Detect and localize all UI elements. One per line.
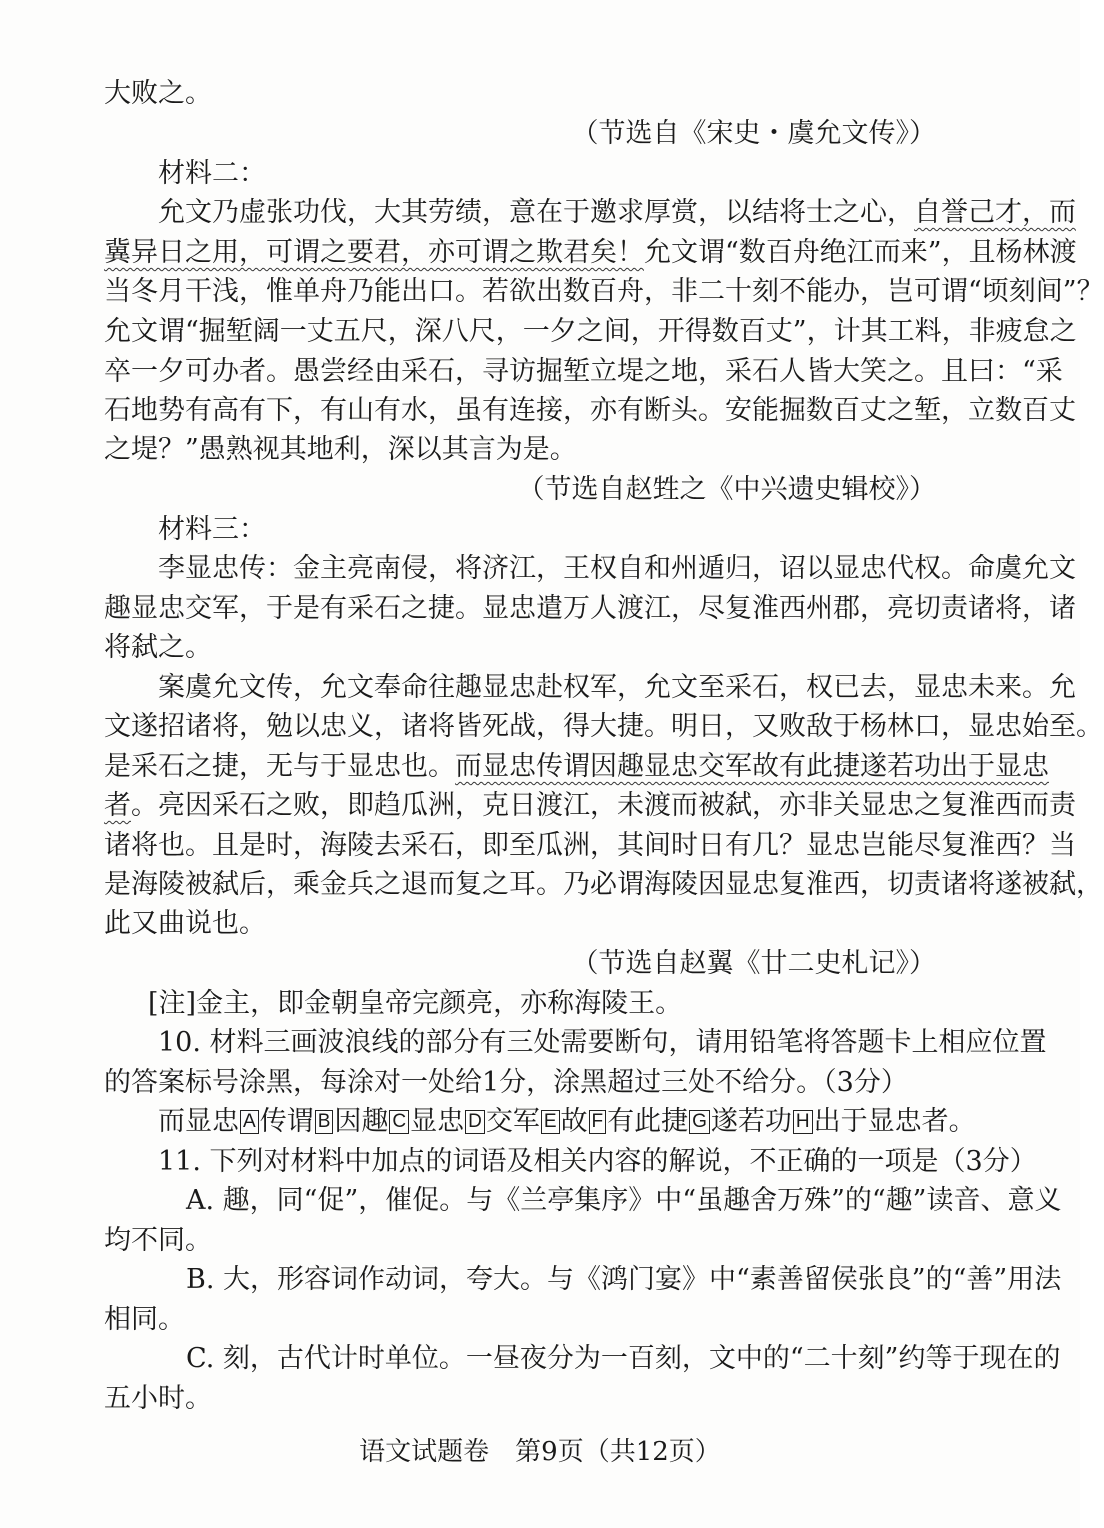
- text-line: 之堤？”愚熟视其地利，深以其言为是。: [104, 434, 577, 465]
- wavy-underlined-text: 自誉己才，而: [914, 197, 1076, 228]
- text-span: 。亮因采石之败，即趋瓜洲，克日渡江，未渡而被弑，亦非关显忠之复淮西而责: [131, 790, 1076, 821]
- text-line: 诸将也。且是时，海陵去采石，即至瓜洲，其间时日有几？显忠岂能尽复淮西？当: [104, 830, 1076, 861]
- text-line: 卒一夕可办者。愚尝经由采石，寻访掘堑立堤之地，采石人皆大笑之。且曰：“采: [104, 356, 1063, 387]
- text-line: [158, 193, 1076, 233]
- sentence-segment: 交军: [485, 1106, 540, 1137]
- option-label-H[interactable]: H: [793, 1110, 813, 1134]
- option-c-cont: 五小时。: [104, 1383, 212, 1414]
- question-11-stem: 11. 下列对材料中加点的词语及相关内容的解说，不正确的一项是（3分）: [158, 1146, 1037, 1177]
- option-label-E[interactable]: E: [541, 1110, 560, 1134]
- text-line: 文遂招诸将，勉以忠义，诸将皆死战，得大捷。明日，又败敌于杨林口，显忠始至。: [104, 711, 1103, 742]
- sentence-segment: 遂若功: [710, 1106, 792, 1137]
- text-span: 允文谓“数百舟绝江而来”，且杨林渡: [644, 237, 1077, 268]
- sentence-segment: 因趣: [334, 1106, 389, 1137]
- text-line: 石地势有高有下，有山有水，虽有连接，亦有断头。安能掘数百丈之堑，立数百丈: [104, 395, 1076, 426]
- wavy-underlined-text: 者: [104, 790, 131, 821]
- text-line: [104, 233, 1077, 273]
- annotation-note: [注]金主，即金朝皇帝完颜亮，亦称海陵王。: [148, 988, 683, 1019]
- question-10-stem-cont: 的答案标号涂黑，每涂对一处给1分，涂黑超过三处不给分。（3分）: [104, 1067, 908, 1098]
- option-a: A. 趣，同“促”，催促。与《兰亭集序》中“虽趣舍万殊”的“趣”读音、意义: [186, 1185, 1062, 1216]
- sentence-segment: 而显忠: [158, 1106, 239, 1137]
- text-line: 案虞允文传，允文奉命往趣显忠赴权军，允文至采石，权已去，显忠未来。允: [158, 672, 1076, 703]
- question-10-answer-options: [158, 1102, 976, 1142]
- option-label-C[interactable]: C: [389, 1110, 409, 1134]
- sentence-segment: 显忠: [410, 1106, 465, 1137]
- option-label-G[interactable]: G: [689, 1110, 710, 1134]
- option-b-cont: 相同。: [104, 1304, 185, 1335]
- page-footer: 语文试题卷 第9页（共12页）: [359, 1437, 721, 1467]
- wavy-underlined-text: 冀异日之用，可谓之要君，亦可谓之欺君矣！: [104, 237, 644, 268]
- text-line: 李显忠传：金主亮南侵，将济江，王权自和州遁归，诏以显忠代权。命虞允文: [158, 553, 1076, 584]
- text-line: 当冬月干浅，惟单舟乃能出口。若欲出数百舟，非二十刻不能办，岂可谓“顷刻间”？: [104, 276, 1104, 307]
- text-line: 大败之。: [104, 78, 212, 109]
- material-two-heading: 材料二：: [158, 158, 266, 189]
- sentence-segment: 故: [560, 1106, 588, 1137]
- material-three-heading: 材料三：: [158, 514, 266, 545]
- option-label-A[interactable]: A: [240, 1110, 259, 1134]
- source-citation: （节选自《宋史・虞允文传》）: [571, 118, 936, 149]
- sentence-segment: 传谓: [259, 1106, 314, 1137]
- text-line: [104, 747, 1049, 787]
- option-a-cont: 均不同。: [104, 1225, 212, 1256]
- text-line: 将弑之。: [104, 632, 212, 663]
- question-10-stem: 10. 材料三画波浪线的部分有三处需要断句，请用铅笔将答题卡上相应位置: [158, 1027, 1047, 1058]
- source-citation: （节选自赵翼《廿二史札记》）: [571, 948, 936, 979]
- text-line: 趣显忠交军，于是有采石之捷。显忠遣万人渡江，尽复淮西州郡，亮切责诸将，诸: [104, 593, 1076, 624]
- text-line: 此又曲说也。: [104, 908, 266, 939]
- option-label-F[interactable]: F: [589, 1110, 607, 1134]
- sentence-segment: 有此捷: [607, 1106, 689, 1137]
- wavy-underlined-text: 而显忠传谓因趣显忠交军故有此捷遂若功出于显忠: [455, 751, 1049, 782]
- text-span: 是采石之捷，无与于显忠也。: [104, 751, 455, 782]
- text-line: 允文谓“掘堑阔一丈五尺，深八尺，一夕之间，开得数百丈”，计其工料，非疲怠之: [104, 316, 1077, 347]
- option-label-D[interactable]: D: [465, 1110, 485, 1134]
- option-label-B[interactable]: B: [315, 1110, 334, 1134]
- option-b: B. 大，形容词作动词，夸大。与《鸿门宴》中“素善留侯张良”的“善”用法: [186, 1264, 1062, 1295]
- source-citation: （节选自赵甡之《中兴遗史辑校》）: [517, 474, 936, 505]
- text-line: 是海陵被弑后，乘金兵之退而复之耳。乃必谓海陵因显忠复淮西，切责诸将遂被弑，: [104, 869, 1103, 900]
- sentence-segment: 出于显忠者。: [813, 1106, 976, 1137]
- option-c: C. 刻，古代计时单位。一昼夜分为一百刻，文中的“二十刻”约等于现在的: [186, 1343, 1061, 1374]
- text-line: [104, 786, 1076, 826]
- text-span: 允文乃虚张功伐，大其劳绩，意在于邀求厚赏，以结将士之心，: [158, 197, 914, 228]
